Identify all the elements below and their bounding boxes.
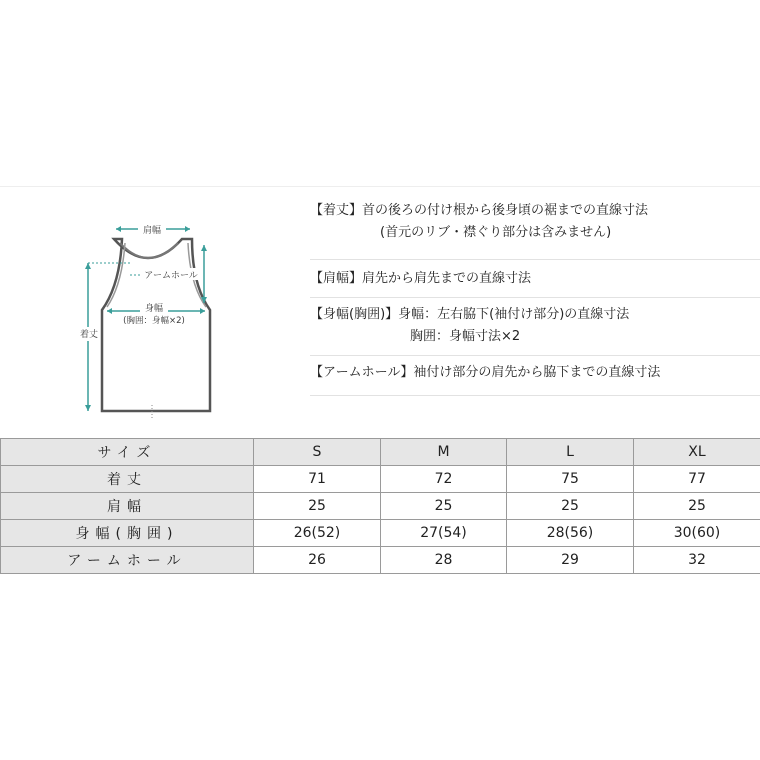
value-cell: 72 — [381, 466, 507, 493]
value-cell: 25 — [254, 493, 381, 520]
top-divider — [0, 186, 760, 187]
value-cell: 27(54) — [381, 520, 507, 547]
size-table — [0, 438, 760, 574]
value-cell: 25 — [634, 493, 760, 520]
shoulder-width-label: 肩幅 — [142, 226, 162, 236]
value-cell: 28 — [381, 547, 507, 574]
table-header-row — [1, 439, 760, 466]
value-cell: 32 — [634, 547, 760, 574]
value-cell: XL — [634, 439, 760, 466]
tank-top-diagram — [70, 215, 230, 425]
definition-block — [310, 298, 760, 356]
definition-line: 【身幅(胸囲)】身幅：左右脇下(袖付け部分)の直線寸法 — [310, 307, 630, 322]
value-cell: S — [254, 439, 381, 466]
value-cell: 26(52) — [254, 520, 381, 547]
row-label-cell: サイズ — [1, 439, 254, 466]
value-cell: 29 — [507, 547, 634, 574]
value-cell: 25 — [507, 493, 634, 520]
row-label-cell: 着丈 — [1, 466, 254, 493]
row-label-cell: 身幅(胸囲) — [1, 520, 254, 547]
definition-line: 【肩幅】肩先から肩先までの直線寸法 — [310, 271, 532, 286]
table-row — [1, 520, 760, 547]
neck-rib — [120, 243, 178, 258]
row-label-cell: 肩幅 — [1, 493, 254, 520]
value-cell: M — [381, 439, 507, 466]
value-cell: 30(60) — [634, 520, 760, 547]
definition-block — [310, 260, 760, 298]
value-cell: L — [507, 439, 634, 466]
value-cell: 25 — [381, 493, 507, 520]
length-label: 着丈 — [79, 330, 99, 340]
value-cell: 75 — [507, 466, 634, 493]
table-row — [1, 547, 760, 574]
row-label-cell: アームホール — [1, 547, 254, 574]
value-cell: 28(56) — [507, 520, 634, 547]
value-cell: 71 — [254, 466, 381, 493]
body-width-sub-label: (胸囲：身幅×2) — [123, 316, 185, 326]
definition-line: (首元のリブ・襟ぐり部分は含みません) — [380, 225, 612, 240]
measurement-definitions — [310, 200, 760, 396]
definition-line: 【アームホール】袖付け部分の肩先から脇下までの直線寸法 — [310, 365, 661, 380]
table-row — [1, 493, 760, 520]
definition-block — [310, 200, 760, 260]
value-cell: 26 — [254, 547, 381, 574]
definition-block — [310, 356, 760, 396]
value-cell: 77 — [634, 466, 760, 493]
definition-line: 【着丈】首の後ろの付け根から後身頃の裾までの直線寸法 — [310, 203, 649, 218]
armhole-label: アームホール — [144, 271, 198, 281]
body-width-label: 身幅 — [144, 304, 164, 314]
definition-line: 胸囲：身幅寸法×2 — [410, 329, 521, 344]
table-row — [1, 466, 760, 493]
